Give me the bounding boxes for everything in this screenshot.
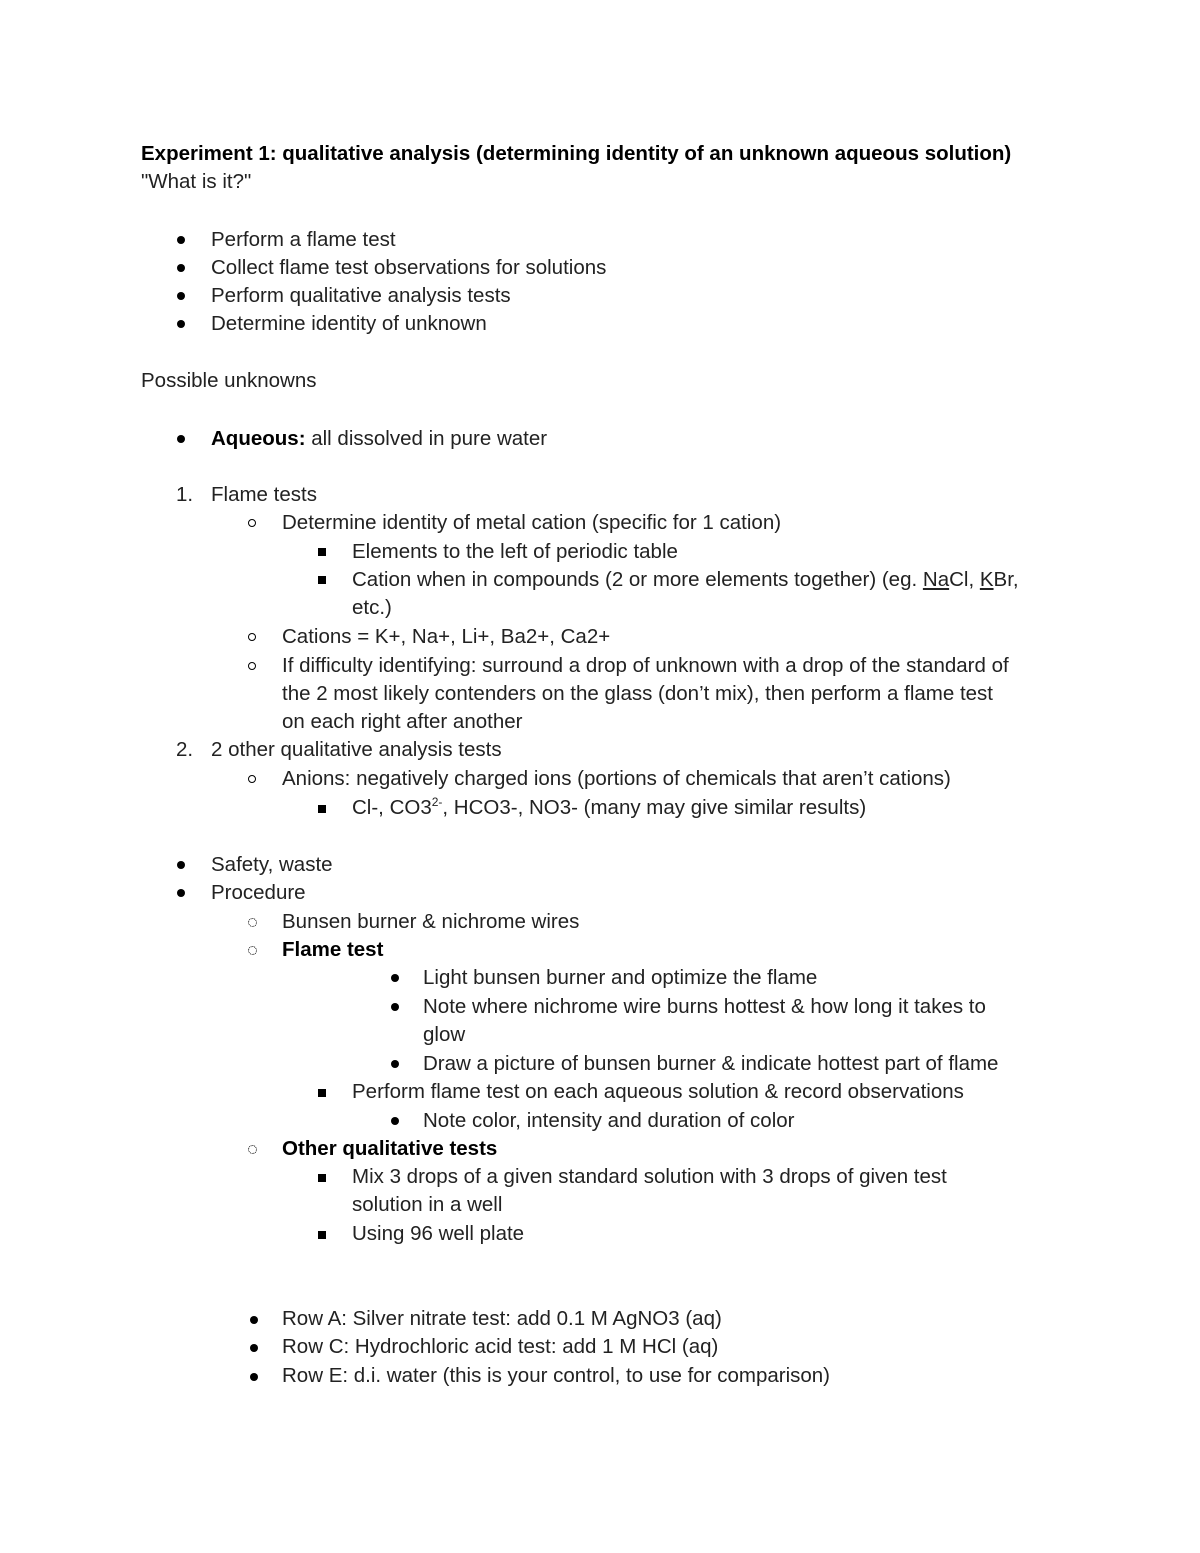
list-number: 1. — [176, 483, 194, 506]
circle-bullet-icon — [248, 775, 256, 783]
flame-step-continuation: glow — [423, 1023, 466, 1046]
sub-item-continuation: the 2 most likely contenders on the glass (don’t mix), then perform a flame test — [282, 682, 993, 705]
row-item: Row E: d.i. water (this is your control, to use for comparison) — [282, 1364, 831, 1387]
aqueous-label: Aqueous: — [211, 427, 306, 450]
bullet-icon — [177, 435, 185, 443]
bullet-icon — [177, 264, 185, 272]
row-item: Row C: Hydrochloric acid test: add 1 M HCl (aq) — [282, 1335, 719, 1358]
sub-item-continuation: on each right after another — [282, 710, 523, 733]
bullet-icon — [391, 974, 399, 982]
circle-bullet-icon — [248, 662, 256, 670]
sub-sub-item: Elements to the left of periodic table — [352, 540, 678, 563]
square-bullet-icon — [318, 576, 326, 584]
sub-item: Cations = K+, Na+, Li+, Ba2+, Ca2+ — [282, 625, 611, 648]
sub-item: Determine identity of metal cation (specific for 1 cation) — [282, 511, 782, 534]
bullet-icon — [177, 889, 185, 897]
aqueous-item — [211, 425, 547, 453]
aqueous-text: all dissolved in pure water — [305, 427, 548, 450]
bullet-icon — [391, 1117, 399, 1125]
square-bullet-icon — [318, 1089, 326, 1097]
sub-item: If difficulty identifying: surround a drop of unknown with a drop of the standard of — [282, 654, 1009, 677]
bullet-icon — [250, 1373, 258, 1381]
sub-item-flame-test: Flame test — [282, 938, 384, 961]
row-item: Row A: Silver nitrate test: add 0.1 M AgNO3 (aq) — [282, 1307, 722, 1330]
text-run: Cation when in compounds (2 or more elements together) (eg. — [352, 568, 923, 591]
sub-sub-item: Using 96 well plate — [352, 1222, 525, 1245]
dotted-circle-bullet-icon — [248, 946, 257, 955]
text-run: Cl, — [949, 568, 980, 591]
numbered-item-flame-tests: Flame tests — [211, 483, 317, 506]
flame-step: Note where nichrome wire burns hottest & how long it takes to — [423, 995, 986, 1018]
underlined-text: K — [979, 568, 994, 591]
page-subtitle: "What is it?" — [141, 170, 252, 193]
superscript: 2- — [431, 795, 443, 810]
dotted-circle-bullet-icon — [248, 1145, 257, 1154]
bullet-icon — [391, 1060, 399, 1068]
sub-sub-item: Mix 3 drops of a given standard solution with 3 drops of given test — [352, 1165, 947, 1188]
goal-item: Determine identity of unknown — [211, 312, 487, 335]
goal-item: Perform qualitative analysis tests — [211, 284, 511, 307]
bullet-icon — [177, 236, 185, 244]
circle-bullet-icon — [248, 519, 256, 527]
square-bullet-icon — [318, 548, 326, 556]
goal-item: Collect flame test observations for solutions — [211, 256, 607, 279]
sub-item: Anions: negatively charged ions (portions of chemicals that aren’t cations) — [282, 767, 951, 790]
page-title: Experiment 1: qualitative analysis (determining identity of an unknown aqueous solution) — [141, 142, 1012, 165]
bullet-icon — [250, 1344, 258, 1352]
bullet-icon — [177, 320, 185, 328]
sub-sub-item — [352, 566, 1019, 594]
bullet-icon — [250, 1316, 258, 1324]
bullet-icon — [177, 292, 185, 300]
goal-item: Perform a flame test — [211, 228, 396, 251]
text-run: Cl-, CO3 — [352, 796, 432, 819]
text-run: Br, — [993, 568, 1019, 591]
section-heading-possible-unknowns: Possible unknowns — [141, 369, 317, 392]
bullet-icon — [177, 861, 185, 869]
square-bullet-icon — [318, 805, 326, 813]
numbered-item-other-tests: 2 other qualitative analysis tests — [211, 738, 502, 761]
text-run: , HCO3-, NO3- (many may give similar results) — [442, 796, 867, 819]
square-bullet-icon — [318, 1231, 326, 1239]
square-bullet-icon — [318, 1174, 326, 1182]
circle-bullet-icon — [248, 633, 256, 641]
sub-sub-item-continuation: etc.) — [352, 596, 392, 619]
bullet-icon — [391, 1003, 399, 1011]
sub-sub-item: Perform flame test on each aqueous solution & record observations — [352, 1080, 964, 1103]
safety-item: Safety, waste — [211, 853, 333, 876]
procedure-item: Procedure — [211, 881, 306, 904]
sub-sub-item-continuation: solution in a well — [352, 1193, 503, 1216]
sub-item-other-tests: Other qualitative tests — [282, 1137, 498, 1160]
sub-item: Bunsen burner & nichrome wires — [282, 910, 580, 933]
flame-step: Draw a picture of bunsen burner & indicate hottest part of flame — [423, 1052, 999, 1075]
flame-step: Note color, intensity and duration of color — [423, 1109, 795, 1132]
underlined-text: Na — [922, 568, 950, 591]
dotted-circle-bullet-icon — [248, 918, 257, 927]
flame-step: Light bunsen burner and optimize the flame — [423, 966, 818, 989]
list-number: 2. — [176, 738, 194, 761]
sub-sub-item — [352, 794, 866, 822]
